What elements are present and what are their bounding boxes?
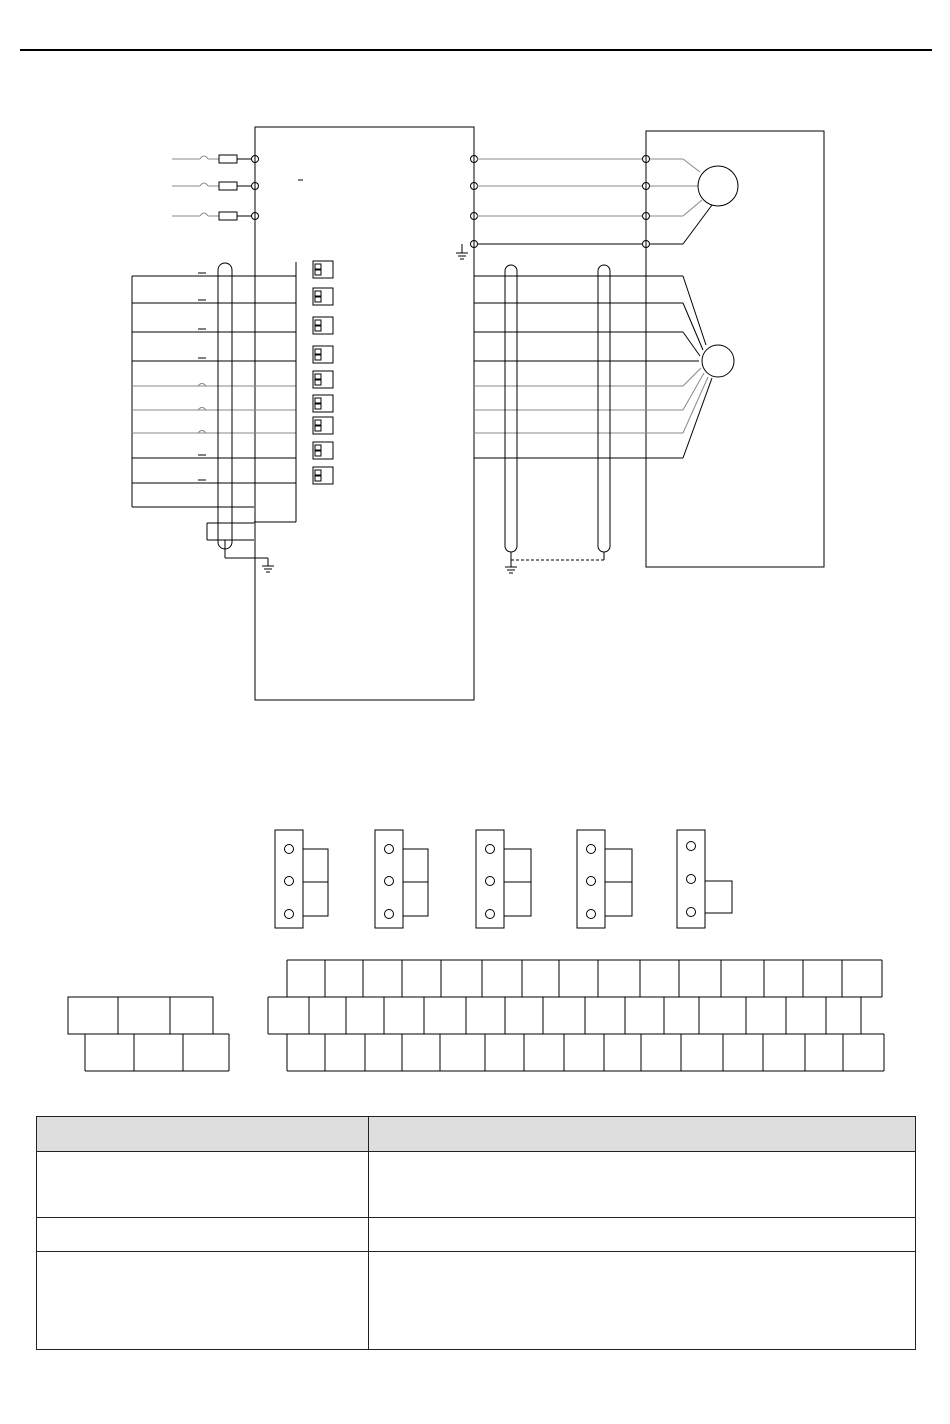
table-cell: [37, 1252, 369, 1350]
table-row: [37, 1252, 916, 1350]
table-row: [37, 1152, 916, 1218]
table-cell: [369, 1218, 916, 1252]
three-pin-block-2: [375, 830, 428, 928]
main-terminal-strip: [268, 960, 884, 1071]
connector-blocks: [275, 830, 732, 928]
table-header-cell: [369, 1117, 916, 1152]
table-header-row: [37, 1117, 916, 1152]
ground-symbol-driver: [456, 244, 468, 259]
three-pin-block-5: [677, 830, 732, 928]
power-input-group: [172, 155, 303, 220]
motor-power-lines: [471, 156, 739, 248]
encoder-lines: [474, 265, 734, 573]
table-cell: [369, 1252, 916, 1350]
table-header-cell: [37, 1117, 369, 1152]
table-cell: [369, 1152, 916, 1218]
table-row: [37, 1218, 916, 1252]
three-pin-block-4: [577, 830, 632, 928]
optocoupler-icons: [313, 261, 333, 484]
motor-symbol: [698, 166, 738, 206]
left-terminal-strip: [68, 997, 229, 1071]
encoder-symbol: [702, 345, 734, 377]
table-cell: [37, 1218, 369, 1252]
three-pin-block-3: [476, 830, 531, 928]
driver-box: [255, 127, 474, 700]
table-cell: [37, 1152, 369, 1218]
control-inputs: [132, 262, 296, 572]
three-pin-block-1: [275, 830, 328, 928]
spec-table: [36, 1116, 916, 1350]
